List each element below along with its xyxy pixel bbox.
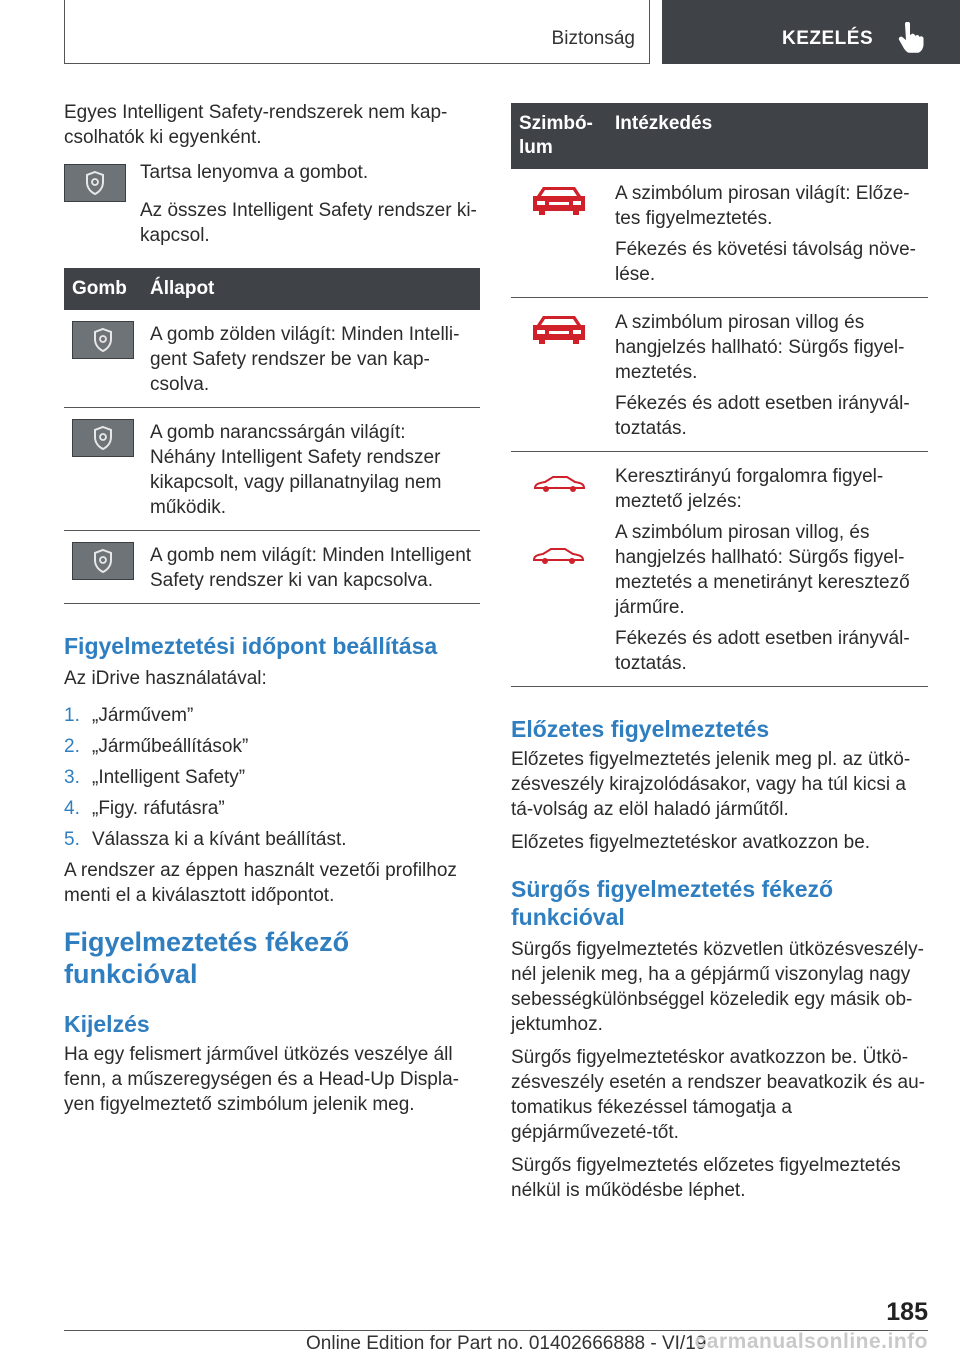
action-text: Keresztirányú forgalomra figyel-meztető jelzés:	[615, 466, 884, 512]
red-car-side-right-icon	[531, 474, 587, 494]
table-row	[64, 408, 480, 531]
state-text: A gomb nem világít: Minden Intelligent Safety rendszer ki van kapcsolva.	[142, 531, 480, 604]
pre-warning-heading: Előzetes figyelmeztetés	[511, 716, 770, 742]
press-hold-block	[64, 160, 480, 202]
action-text: Fékezés és adott esetben irányvál-toztatás.	[615, 628, 910, 674]
red-car-rear-icon	[531, 312, 587, 346]
all-off-text: Az összes Intelligent Safety rendszer ki-kapcsol.	[140, 200, 477, 246]
table-row	[511, 452, 928, 687]
urgent-warning-text: Sürgős figyelmeztetés közvetlen ütközésveszély-nél jelenik meg, ha a gépjármű viszonylag nagy sebességkülönbséggel közeledik egy másik ob-jektumhoz.	[511, 939, 924, 1035]
action-text: Fékezés és követési távolság növe-lése.	[615, 239, 916, 285]
left-column	[64, 100, 480, 1125]
red-car-side-left-icon	[531, 546, 587, 566]
button-off-icon	[72, 542, 134, 580]
pre-warning-text-2: Előzetes figyelmeztetéskor avatkozzon be.	[511, 832, 871, 853]
action-text: A szimbólum pirosan világít: Előze-tes figyelmeztetés.	[615, 183, 910, 229]
table-header-row	[64, 268, 480, 310]
intelligent-safety-button-icon	[64, 164, 126, 202]
state-text: A gomb narancssárgán világít: Néhány Intelligent Safety rendszer kikapcsolt, vagy pillanatnyilag nem működik.	[142, 408, 480, 531]
display-text: Ha egy felismert járművel ütközés veszélye áll fenn, a műszeregységen és a Head-Up Displa-yen figyelmeztető szimbólum jelenik meg.	[64, 1044, 459, 1115]
list-item: 3. „Intelligent Safety”	[64, 767, 246, 788]
button-orange-icon	[72, 419, 134, 457]
list-item: 4. „Figy. ráfutásra”	[64, 798, 225, 819]
table-header-state: Állapot	[142, 268, 480, 310]
table-row	[64, 310, 480, 408]
chapter-tab	[662, 0, 960, 64]
list-item: 1. „Járművem”	[64, 705, 194, 726]
section-tab	[64, 0, 650, 64]
action-text: Fékezés és adott esetben irányvál-toztatás.	[615, 393, 910, 439]
list-item: 5. Válassza ki a kívánt beállítást.	[64, 829, 347, 850]
list-item: 2. „Járműbeállítások”	[64, 736, 249, 757]
button-green-icon	[72, 321, 134, 359]
warn-time-heading: Figyelmeztetési időpont beállítása	[64, 633, 438, 659]
watermark: carmanualsonline.info	[694, 1330, 928, 1353]
table-header-action: Intézkedés	[607, 103, 928, 169]
press-hold-text: Tartsa lenyomva a gombot.	[140, 162, 369, 183]
page-number: 185	[886, 1298, 928, 1326]
section-title: Biztonság	[551, 28, 635, 49]
action-text: A szimbólum pirosan villog, és hangjelzés hallható: Sürgős figyel-meztetés a menetirányt keresztező járműre.	[615, 522, 910, 618]
edition-text: Online Edition for Part no. 01402666888 - VI/19	[306, 1333, 707, 1354]
hand-pointer-icon	[896, 22, 926, 54]
brake-heading: Figyelmeztetés fékező funkcióval	[64, 927, 350, 989]
table-row	[64, 531, 480, 604]
table-header-symbol: Szimbó-lum	[511, 103, 607, 169]
chapter-title: KEZELÉS	[782, 28, 874, 49]
intro-text: Egyes Intelligent Safety-rendszerek nem kap-csolhatók ki egyenként.	[64, 102, 448, 148]
right-column	[511, 103, 928, 1211]
symbol-table	[511, 103, 928, 687]
action-text: A szimbólum pirosan villog és hangjelzés hallható: Sürgős figyel-meztetés.	[615, 312, 905, 383]
idrive-text: Az iDrive használatával:	[64, 668, 267, 689]
profile-note: A rendszer az éppen használt vezetői profilhoz menti el a kiválasztott időpontot.	[64, 860, 457, 906]
pre-warning-text: Előzetes figyelmeztetés jelenik meg pl. az ütkö-zésveszély kirajzolódásakor, vagy ha túl kicsi a tá-volság az elöl haladó járműtől.	[511, 749, 911, 820]
button-state-table	[64, 268, 480, 604]
red-car-rear-icon	[531, 183, 587, 217]
table-header-button: Gomb	[64, 268, 142, 310]
state-text: A gomb zölden világít: Minden Intelli-gent Safety rendszer be van kap-csolva.	[142, 310, 480, 408]
table-row	[511, 169, 928, 298]
table-header-row	[511, 103, 928, 169]
urgent-warning-heading: Sürgős figyelmeztetés fékező funkcióval	[511, 876, 834, 930]
steps-list	[64, 703, 480, 852]
urgent-warning-text-3: Sürgős figyelmeztetés előzetes figyelmeztetés nélkül is működésbe léphet.	[511, 1155, 901, 1201]
page-header	[0, 0, 960, 66]
display-heading: Kijelzés	[64, 1011, 150, 1037]
table-row	[511, 298, 928, 452]
urgent-warning-text-2: Sürgős figyelmeztetéskor avatkozzon be. Ütkö-zésveszély esetén a rendszer beavatkozik és au-tomatikus fékezéssel támogatja a gépjárművezeté-tőt.	[511, 1047, 925, 1143]
